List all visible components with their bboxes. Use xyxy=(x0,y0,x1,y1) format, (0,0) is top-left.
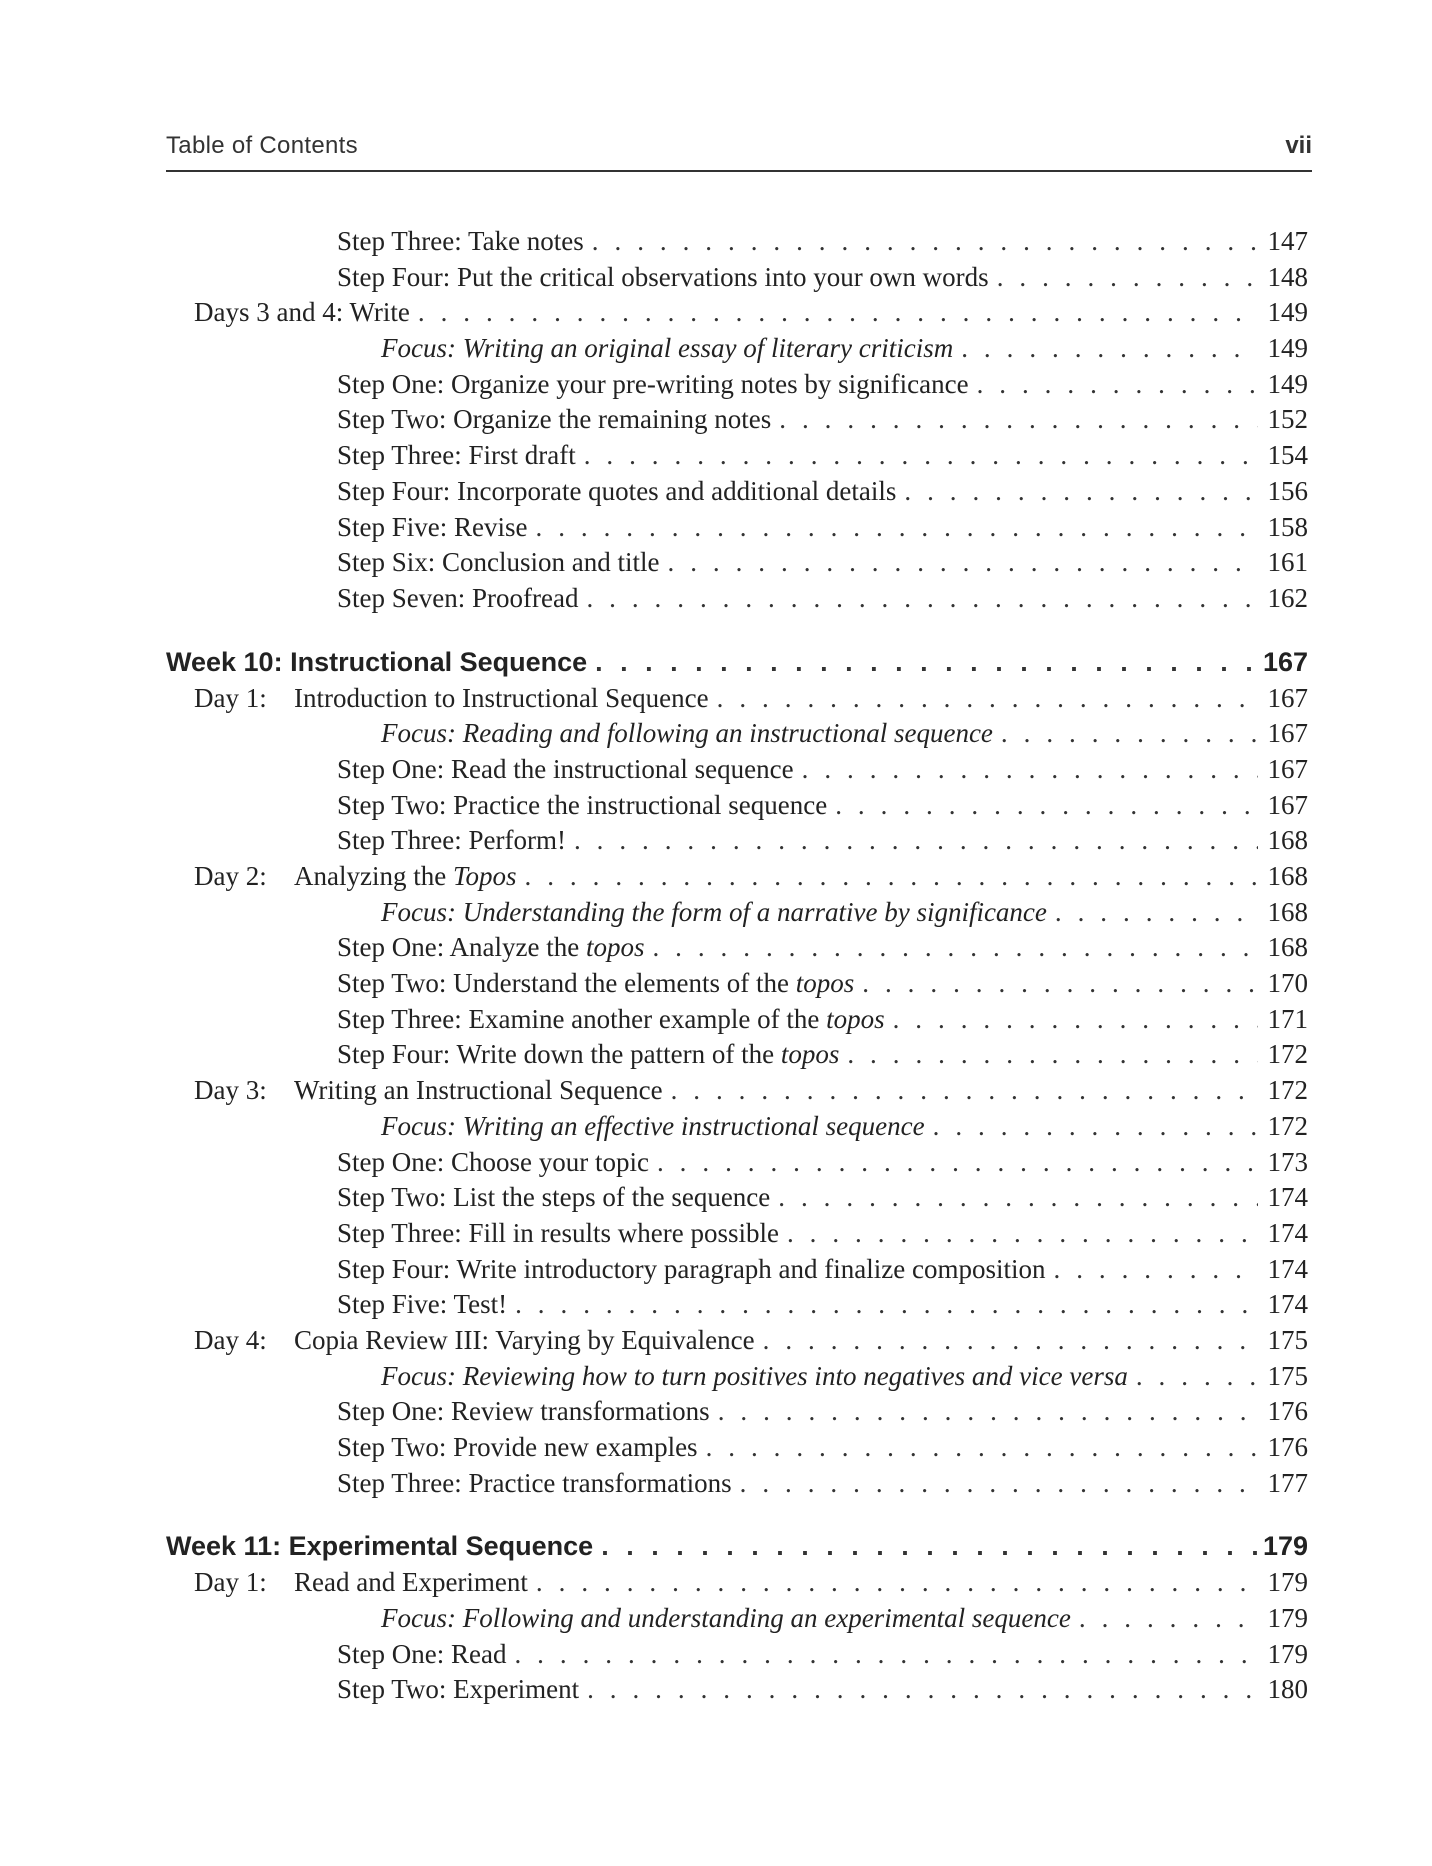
toc-entry-page: 177 xyxy=(1267,1467,1308,1498)
toc-entry-label: Step One: Organize your pre-writing notes by significance xyxy=(337,368,969,399)
toc-entry-page: 161 xyxy=(1267,547,1308,578)
toc-entry[interactable] xyxy=(166,226,1308,262)
toc-focus-entry[interactable] xyxy=(166,1603,1308,1639)
header-section-title: Table of Contents xyxy=(166,132,358,159)
dot-leader xyxy=(763,1325,1258,1356)
toc-entry-page: 174 xyxy=(1267,1289,1308,1320)
dot-leader xyxy=(717,683,1258,714)
dot-leader xyxy=(835,790,1258,821)
toc-entry-page: 152 xyxy=(1267,404,1308,435)
dot-leader xyxy=(862,968,1258,999)
toc-entry-label: Step Five: Test! xyxy=(337,1289,508,1320)
day-title: Introduction to Instructional Sequence xyxy=(294,682,709,713)
dot-leader xyxy=(525,861,1258,892)
toc-entry-label: Step Five: Revise xyxy=(337,511,528,542)
toc-day-entry[interactable] xyxy=(166,1567,1308,1603)
toc-entry-page: 149 xyxy=(1267,368,1308,399)
toc-entry-label xyxy=(194,683,709,714)
day-title: Copia Review III: Varying by Equivalence xyxy=(294,1324,755,1355)
toc-entry[interactable] xyxy=(166,1396,1308,1432)
dot-leader xyxy=(904,476,1258,507)
toc-entry-page: 167 xyxy=(1267,682,1308,713)
toc-entry-page: 167 xyxy=(1267,753,1308,784)
toc-entry-label: Step Two: Organize the remaining notes xyxy=(337,404,772,435)
toc-entry-label: Step Six: Conclusion and title xyxy=(337,547,660,578)
toc-entry-label: Step Three: Take notes xyxy=(337,226,584,256)
dot-leader xyxy=(671,1075,1258,1106)
step-text: Step One: Analyze the xyxy=(337,932,586,963)
dot-leader xyxy=(657,1147,1258,1178)
dot-leader xyxy=(418,297,1258,328)
toc-entry[interactable] xyxy=(166,262,1308,298)
toc-entry-label xyxy=(194,1075,663,1106)
step-text: Step Three: Examine another example of the xyxy=(337,1003,827,1034)
toc-entry-label: Step Four: Put the critical observations into your own words xyxy=(337,261,989,292)
toc-entry[interactable] xyxy=(166,369,1308,405)
toc-entry-label: Focus: Writing an original essay of literary criticism xyxy=(381,333,954,364)
dot-leader xyxy=(586,583,1258,614)
toc-focus-entry[interactable] xyxy=(166,718,1308,754)
day-title: Writing an Instructional Sequence xyxy=(294,1075,663,1106)
toc-entry-page: 171 xyxy=(1267,1003,1308,1034)
dot-leader xyxy=(778,1182,1258,1213)
toc-week-heading[interactable] xyxy=(166,647,1308,683)
dot-leader xyxy=(536,512,1259,543)
header-page-number: vii xyxy=(1285,132,1312,159)
toc-entry-page: 172 xyxy=(1267,1110,1308,1141)
day-number: Day 1: xyxy=(194,1567,267,1598)
toc-entry-label: Step Four: Write introductory paragraph and finalize composition xyxy=(337,1253,1046,1284)
toc-entry-label xyxy=(337,968,854,999)
toc-entry-page: 176 xyxy=(1267,1396,1308,1427)
toc-entry-page: 149 xyxy=(1267,333,1308,364)
week-page: 167 xyxy=(1262,646,1308,677)
toc-entry[interactable] xyxy=(166,1182,1308,1218)
toc-entry-page: 176 xyxy=(1267,1432,1308,1462)
toc-entry-label xyxy=(337,932,644,963)
toc-entry[interactable] xyxy=(166,1289,1308,1325)
toc-entry-label: Step Three: Practice transformations xyxy=(337,1467,732,1498)
toc-entry-page: 148 xyxy=(1267,261,1308,292)
toc-entry[interactable] xyxy=(166,404,1308,440)
dot-leader xyxy=(652,932,1258,963)
toc-entry[interactable] xyxy=(166,476,1308,512)
dot-leader xyxy=(587,1674,1258,1705)
toc-entry[interactable] xyxy=(166,1218,1308,1254)
day-number: Day 3: xyxy=(194,1075,267,1106)
toc-entry-page: 162 xyxy=(1267,582,1308,613)
toc-entry-label: Step Seven: Proofread xyxy=(337,582,579,613)
toc-entry-label xyxy=(194,861,517,892)
toc-entry-label: Focus: Reviewing how to turn positives into negatives and vice versa xyxy=(381,1360,1128,1391)
toc-entry-page: 179 xyxy=(1267,1603,1308,1634)
toc-entry-label: Step Three: First draft xyxy=(337,440,576,471)
dot-leader xyxy=(740,1468,1258,1499)
toc-entry-page: 170 xyxy=(1267,968,1308,999)
toc-entry[interactable] xyxy=(166,1004,1308,1040)
toc-entry-label xyxy=(337,1004,885,1035)
toc-focus-entry[interactable] xyxy=(166,897,1308,933)
dot-leader xyxy=(893,1004,1258,1035)
toc-entry[interactable] xyxy=(166,440,1308,476)
toc-entry-label: Step One: Choose your topic xyxy=(337,1146,649,1177)
toc-entry-label: Step Three: Perform! xyxy=(337,825,566,856)
toc-entry-page: 156 xyxy=(1267,475,1308,506)
running-header xyxy=(166,126,1312,172)
toc-entry-label: Focus: Understanding the form of a narrative by significance xyxy=(381,896,1047,927)
toc-entry-page: 168 xyxy=(1267,861,1308,891)
dot-leader xyxy=(787,1218,1258,1249)
toc-entry[interactable] xyxy=(166,932,1308,968)
toc-entry-page: 175 xyxy=(1267,1324,1308,1355)
step-text: Step Two: Understand the elements of the xyxy=(337,968,796,999)
dot-leader xyxy=(706,1432,1258,1463)
step-text-italic: topos xyxy=(795,968,855,999)
dot-leader xyxy=(1055,897,1258,928)
toc-entry-page: 167 xyxy=(1267,789,1308,820)
toc-entry-label: Focus: Following and understanding an experimental sequence xyxy=(381,1603,1071,1634)
dot-leader xyxy=(584,440,1258,471)
dot-leader xyxy=(977,369,1258,400)
week-title: Week 11: Experimental Sequence xyxy=(166,1531,594,1562)
toc-entry-page: 167 xyxy=(1267,718,1308,749)
toc-entry-label: Step Two: Experiment xyxy=(337,1674,580,1705)
toc-entry-page: 180 xyxy=(1267,1674,1308,1705)
toc-entry-page: 179 xyxy=(1267,1567,1308,1598)
toc-entry-label: Focus: Writing an effective instructional sequence xyxy=(381,1110,925,1141)
toc-entry-page: 158 xyxy=(1267,511,1308,542)
toc-entry[interactable] xyxy=(166,754,1308,790)
table-of-contents xyxy=(166,226,1308,1710)
dot-leader xyxy=(961,333,1258,364)
toc-entry-page: 179 xyxy=(1267,1638,1308,1669)
toc-entry[interactable] xyxy=(166,547,1308,583)
dot-leader xyxy=(514,1639,1258,1670)
toc-focus-entry[interactable] xyxy=(166,333,1308,369)
toc-entry-page: 147 xyxy=(1267,226,1308,256)
dot-leader xyxy=(1001,718,1258,749)
toc-entry[interactable] xyxy=(166,1432,1308,1468)
dot-leader xyxy=(668,547,1259,578)
toc-entry-label: Step One: Review transformations xyxy=(337,1396,710,1427)
week-title: Week 10: Instructional Sequence xyxy=(166,646,588,677)
day-number: Day 4: xyxy=(194,1324,267,1355)
toc-entry-label: Step One: Read the instructional sequence xyxy=(337,753,794,784)
toc-entry-page: 174 xyxy=(1267,1253,1308,1284)
day-number: Day 1: xyxy=(194,682,267,713)
week-page: 179 xyxy=(1262,1531,1308,1562)
dot-leader xyxy=(601,1531,1257,1562)
toc-entry-page: 172 xyxy=(1267,1075,1308,1106)
toc-entry-label: Step Two: Provide new examples xyxy=(337,1432,698,1462)
toc-entry-page: 173 xyxy=(1267,1146,1308,1177)
dot-leader xyxy=(1136,1361,1258,1392)
step-text-italic: topos xyxy=(585,932,645,963)
day-number: Day 2: xyxy=(194,861,267,891)
dot-leader xyxy=(718,1396,1258,1427)
toc-day-entry[interactable] xyxy=(166,683,1308,719)
toc-entry[interactable] xyxy=(166,825,1308,861)
dot-leader xyxy=(779,404,1258,435)
toc-entry-label xyxy=(194,1325,755,1356)
toc-day-entry[interactable] xyxy=(166,1325,1308,1361)
toc-entry-label: Step Four: Incorporate quotes and additional details xyxy=(337,475,897,506)
toc-entry[interactable] xyxy=(166,1468,1308,1504)
toc-entry-page: 154 xyxy=(1267,440,1308,471)
dot-leader xyxy=(515,1289,1258,1320)
toc-entry-page: 175 xyxy=(1267,1360,1308,1391)
toc-entry-page: 168 xyxy=(1267,896,1308,927)
dot-leader xyxy=(802,754,1258,785)
dot-leader xyxy=(592,226,1258,257)
dot-leader xyxy=(1054,1254,1259,1285)
toc-entry[interactable] xyxy=(166,1674,1308,1710)
toc-week-heading[interactable] xyxy=(166,1531,1308,1567)
toc-entry-page: 149 xyxy=(1267,297,1308,328)
step-text-italic: topos xyxy=(780,1039,840,1070)
dot-leader xyxy=(997,262,1258,293)
toc-focus-entry[interactable] xyxy=(166,1361,1308,1397)
toc-entry[interactable] xyxy=(166,1147,1308,1183)
toc-entry-label: Days 3 and 4: Write xyxy=(194,297,410,328)
toc-entry[interactable] xyxy=(166,1039,1308,1075)
toc-entry-label: Focus: Reading and following an instructional sequence xyxy=(381,718,993,749)
toc-entry[interactable] xyxy=(166,512,1308,548)
day-title-prefix: Analyzing the xyxy=(294,861,453,891)
dot-leader xyxy=(595,647,1257,678)
dot-leader xyxy=(933,1111,1258,1142)
dot-leader xyxy=(847,1039,1258,1070)
toc-entry[interactable] xyxy=(166,1639,1308,1675)
toc-entry-page: 174 xyxy=(1267,1217,1308,1248)
toc-entry[interactable] xyxy=(166,583,1308,619)
dot-leader xyxy=(1079,1603,1258,1634)
step-text-italic: topos xyxy=(826,1003,885,1034)
day-title: Read and Experiment xyxy=(294,1567,528,1598)
toc-entry-label: Step One: Read xyxy=(337,1638,507,1669)
day-title-italic: Topos xyxy=(452,861,517,891)
toc-entry-label: Step Two: Practice the instructional sequence xyxy=(337,789,828,820)
dot-leader xyxy=(536,1567,1258,1598)
toc-entry[interactable] xyxy=(166,1254,1308,1290)
toc-day-entry[interactable] xyxy=(166,297,1308,333)
dot-leader xyxy=(574,825,1258,856)
toc-entry[interactable] xyxy=(166,790,1308,826)
toc-entry[interactable] xyxy=(166,968,1308,1004)
toc-entry-page: 172 xyxy=(1267,1039,1308,1070)
toc-day-entry[interactable] xyxy=(166,1075,1308,1111)
toc-entry-page: 168 xyxy=(1267,932,1308,963)
toc-entry-label xyxy=(337,1039,839,1070)
toc-entry-page: 168 xyxy=(1267,825,1308,856)
toc-entry-label xyxy=(194,1567,528,1598)
step-text: Step Four: Write down the pattern of the xyxy=(337,1039,781,1070)
toc-entry-label: Step Two: List the steps of the sequence xyxy=(337,1182,771,1213)
toc-entry-label: Step Three: Fill in results where possible xyxy=(337,1217,779,1248)
toc-entry-page: 174 xyxy=(1267,1182,1308,1213)
toc-focus-entry[interactable] xyxy=(166,1111,1308,1147)
toc-day-entry[interactable] xyxy=(166,861,1308,897)
